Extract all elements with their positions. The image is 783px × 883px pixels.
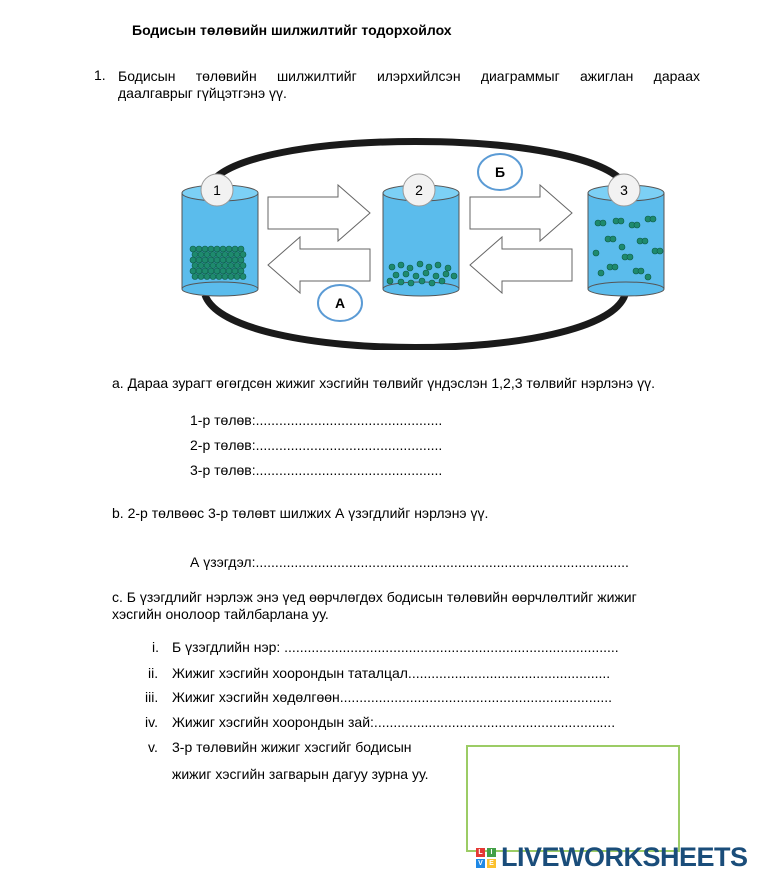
state-change-diagram [170, 135, 670, 353]
particle [210, 274, 216, 280]
particle [387, 278, 393, 284]
particle [228, 252, 234, 258]
particle [238, 257, 244, 263]
particle [202, 257, 208, 263]
brand-text: LIVEWORKSHEETS [501, 842, 748, 872]
answer-line-phenomenon-a[interactable]: А үзэгдэл:................................................................................................ [190, 554, 629, 570]
particle [238, 268, 244, 274]
beaker-3 [588, 174, 664, 296]
particle [403, 271, 409, 277]
particle [216, 263, 222, 269]
particle [196, 257, 202, 263]
particle [398, 279, 404, 285]
diagram-svg [170, 135, 670, 350]
particle [417, 261, 423, 267]
particle [238, 246, 244, 252]
beaker-3-label: 3 [620, 182, 628, 198]
drawing-answer-box[interactable] [466, 745, 680, 852]
particle [443, 271, 449, 277]
item-number: ii. [148, 665, 159, 681]
beaker-2-label: 2 [415, 182, 423, 198]
particle [593, 250, 599, 256]
part-b-prompt: b. 2-р төлвөөс 3-р төлөвт шилжих А үзэгдлийг нэрлэнэ үү. [112, 505, 489, 521]
answer-line-distance[interactable]: Жижиг хэсгийн хоорондын зай:.............................................................. [172, 714, 616, 730]
item-number: iv. [145, 714, 158, 730]
answer-line-state-2[interactable]: 2-р төлөв:................................................ [190, 437, 443, 453]
particle [196, 246, 202, 252]
particle [634, 222, 640, 228]
particle [228, 263, 234, 269]
particle [226, 268, 232, 274]
particle [202, 246, 208, 252]
arrow-left-1 [268, 237, 370, 293]
particle [192, 263, 198, 269]
particle [210, 252, 216, 258]
particle [204, 274, 210, 280]
particle [192, 252, 198, 258]
particle [198, 252, 204, 258]
particle [657, 248, 663, 254]
particle [226, 246, 232, 252]
particle [204, 263, 210, 269]
arrow-right-2 [470, 185, 572, 241]
particle [413, 273, 419, 279]
particle [445, 265, 451, 271]
particle [220, 246, 226, 252]
particle [232, 257, 238, 263]
particle [208, 257, 214, 263]
particle [398, 262, 404, 268]
particle [204, 252, 210, 258]
item-number: iii. [145, 689, 159, 705]
particle [228, 274, 234, 280]
particle [610, 236, 616, 242]
particle [220, 257, 226, 263]
particle [650, 216, 656, 222]
particle [598, 270, 604, 276]
particle [232, 268, 238, 274]
particle [451, 273, 457, 279]
particle [435, 262, 441, 268]
particle [619, 244, 625, 250]
particle [222, 274, 228, 280]
particle [389, 264, 395, 270]
part-c-prompt-continued: хэсгийн онолоор тайлбарлана уу. [112, 606, 329, 622]
particle [429, 280, 435, 286]
particle [216, 274, 222, 280]
particle [426, 264, 432, 270]
particle [612, 264, 618, 270]
question-text-continued: даалгаврыг гүйцэтгэнэ үү. [118, 85, 287, 101]
particle [638, 268, 644, 274]
particle [214, 268, 220, 274]
particle [642, 238, 648, 244]
question-number: 1. [94, 67, 106, 83]
particle [234, 263, 240, 269]
bottom-arc [205, 295, 625, 348]
particle [618, 218, 624, 224]
particle [196, 268, 202, 274]
question-text: Бодисын төлөвийн шилжилтийг илэрхийлсэн диаграммыг ажиглан дараах [118, 68, 700, 84]
particle [192, 274, 198, 280]
particle [232, 246, 238, 252]
particle [222, 263, 228, 269]
arrow-right-1 [268, 185, 370, 241]
particle [190, 246, 196, 252]
page-title: Бодисын төлөвийн шилжилтийг тодорхойлох [132, 22, 452, 38]
particle [423, 270, 429, 276]
particle [234, 274, 240, 280]
particle [407, 265, 413, 271]
particle [214, 257, 220, 263]
beaker-2 [383, 174, 459, 296]
particle [408, 280, 414, 286]
item-v-text: 3-р төлөвийн жижиг хэсгийг бодисын [172, 739, 412, 755]
answer-line-phenomenon-b-name[interactable]: Б үзэгдлийн нэр: ...................................................................................... [172, 639, 619, 655]
liveworksheets-logo [476, 842, 748, 873]
part-c-prompt: с. Б үзэгдлийг нэрлэж энэ үед өөрчлөгдөх бодисын төлөвийн өөрчлөлтийг жижиг [112, 589, 637, 605]
particle [393, 272, 399, 278]
label-b: Б [494, 164, 506, 180]
particle [222, 252, 228, 258]
particle [240, 252, 246, 258]
logo-icon: L I V E [476, 848, 496, 868]
particle [600, 220, 606, 226]
particle [645, 274, 651, 280]
particle [190, 268, 196, 274]
particle [208, 246, 214, 252]
beaker-1-label: 1 [213, 182, 221, 198]
particle [198, 263, 204, 269]
item-number: i. [152, 639, 159, 655]
part-a-prompt: а. Дараа зурагт өгөгдсөн жижиг хэсгийн төлвийг үндэслэн 1,2,3 төлвийг нэрлэнэ үү. [112, 375, 655, 391]
beaker-1 [182, 174, 258, 296]
particle [439, 278, 445, 284]
item-number: v. [148, 739, 158, 755]
item-v-text-continued: жижиг хэсгийн загварын дагуу зурна уу. [172, 766, 429, 782]
particle [627, 254, 633, 260]
particle [202, 268, 208, 274]
arrow-left-2 [470, 237, 572, 293]
particle [220, 268, 226, 274]
solid-particles [190, 246, 246, 280]
particle [240, 274, 246, 280]
particle [216, 252, 222, 258]
particle [433, 273, 439, 279]
answer-line-motion[interactable]: Жижиг хэсгийн хөдөлгөөн...................................................................... [172, 689, 613, 705]
particle [214, 246, 220, 252]
answer-line-attraction[interactable]: Жижиг хэсгийн хоорондын таталцал.................................................... [172, 665, 611, 681]
label-a: А [334, 295, 346, 311]
answer-line-state-1[interactable]: 1-р төлөв:................................................ [190, 412, 443, 428]
particle [419, 278, 425, 284]
answer-line-state-3[interactable]: 3-р төлөв:................................................ [190, 462, 443, 478]
particle [226, 257, 232, 263]
particle [190, 257, 196, 263]
particle [210, 263, 216, 269]
particle [240, 263, 246, 269]
particle [234, 252, 240, 258]
particle [198, 274, 204, 280]
particle [208, 268, 214, 274]
